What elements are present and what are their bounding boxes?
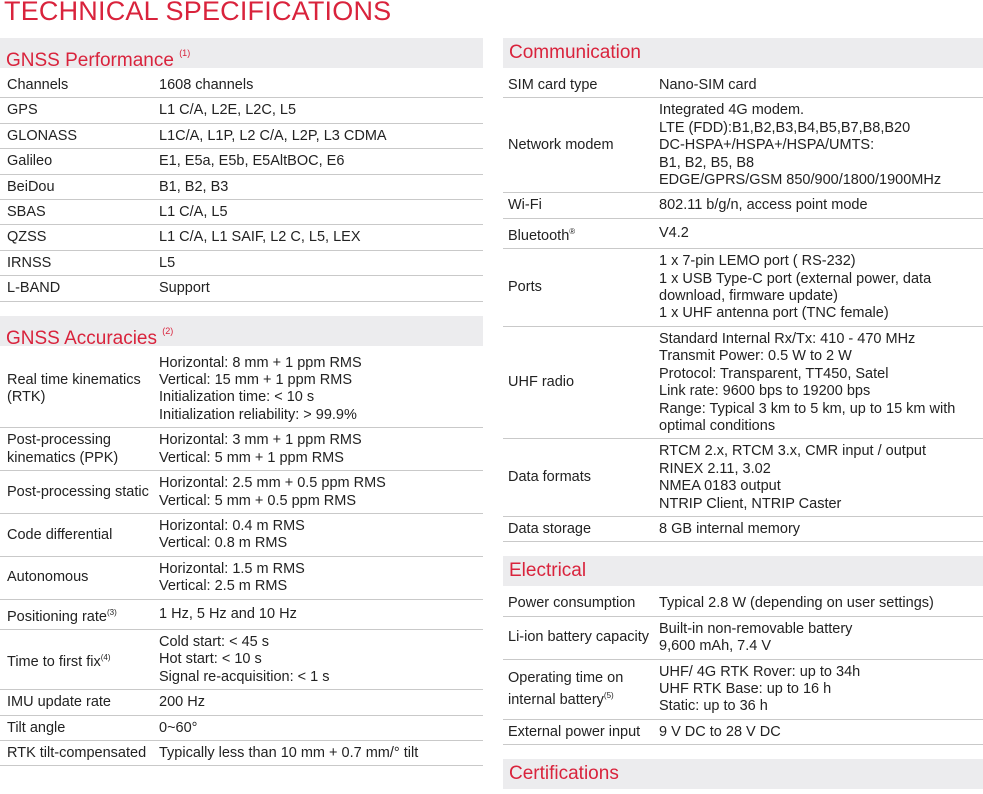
spec-label-text: Channels [7, 77, 69, 93]
spec-row-operating-time-on-internal-battery [503, 660, 983, 720]
spec-value: 0~60° [159, 719, 198, 736]
spec-row-post-processing-static [0, 471, 483, 514]
spec-label-text: Code differential [7, 526, 113, 543]
spec-value: 200 Hz [159, 694, 205, 711]
spec-label [0, 649, 159, 671]
spec-label [0, 604, 159, 626]
spec-label [503, 670, 659, 710]
spec-label [503, 197, 659, 214]
spec-value: Integrated 4G modem. LTE (FDD):B1,B2,B3,B4,B5,B7,B8,B20 DC-HSPA+/HSPA+/HSPA/UMTS: B1, B2, B5, B8 EDGE/GPRS/GSM 850/900/1800/1900MHz [659, 102, 942, 189]
right-column [503, 38, 983, 794]
spec-value: Cold start: < 45 s Hot start: < 10 s Signal re-acquisition: < 1 s [159, 633, 330, 685]
spec-value: L1 C/A, L5 [159, 204, 228, 221]
spec-label-text: Time to first fix [7, 653, 101, 670]
spec-value: Horizontal: 1.5 m RMS Vertical: 2.5 m RMS [159, 560, 305, 595]
spec-label-text: Ports [508, 279, 542, 296]
spec-label-text: GPS [7, 102, 38, 119]
section-heading-communication [503, 38, 983, 68]
page-title: TECHNICAL SPECIFICATIONS [4, 0, 392, 26]
section-heading-text: Communication [509, 42, 641, 63]
spec-row-network-modem [503, 98, 983, 193]
spec-value: Horizontal: 0.4 m RMS Vertical: 0.8 m RMS [159, 517, 305, 552]
spec-label-text: Post-processing static [7, 483, 149, 500]
spec-value: 1 Hz, 5 Hz and 10 Hz [159, 606, 297, 623]
spec-row-uhf-radio [503, 327, 983, 439]
spec-label-text: Wi-Fi [508, 197, 542, 214]
spec-label-text: IMU update rate [7, 694, 111, 711]
spec-row-gps [0, 98, 483, 123]
spec-row-power-consumption [503, 591, 983, 616]
spec-row-galileo [0, 149, 483, 174]
spec-label [503, 724, 659, 741]
section-heading-gnss-accuracies [0, 316, 483, 349]
spec-value: 1 x 7-pin LEMO port ( RS-232) 1 x USB Type-C port (external power, data download, firmware update) 1 x UHF antenna port (TNC female) [659, 253, 932, 322]
spec-row-positioning-rate [0, 600, 483, 630]
spec-value: L1 C/A, L1 SAIF, L2 C, L5, LEX [159, 229, 361, 246]
spec-label-text: Real time kinematics (RTK) [7, 372, 141, 406]
spec-value: L1C/A, L1P, L2 C/A, L2P, L3 CDMA [159, 127, 387, 144]
section-heading-text: Electrical [509, 560, 587, 582]
spec-label-text: IRNSS [7, 254, 52, 271]
spec-row-beidou [0, 175, 483, 200]
spec-value: Nano-SIM card [659, 77, 757, 93]
spec-row-real-time-kinematics-rtk [0, 351, 483, 429]
spec-label [0, 204, 159, 221]
spec-value: V4.2 [659, 225, 689, 242]
spec-label [0, 372, 159, 407]
spec-label-text: Li-ion battery capacity [508, 629, 650, 646]
spec-label-text: L-BAND [7, 280, 61, 297]
footnote-marker: ® [569, 226, 576, 236]
spec-value: 8 GB internal memory [659, 520, 801, 537]
spec-value: Horizontal: 8 mm + 1 ppm RMS Vertical: 15 mm + 1 ppm RMS Initialization time: < 10 s Initialization reliability: > 99.9% [159, 354, 362, 423]
footnote-marker: (1) [179, 48, 191, 58]
spec-value: UHF/ 4G RTK Rover: up to 34h UHF RTK Base: up to 16 h Static: up to 36 h [659, 663, 861, 715]
spec-value: 1608 channels [159, 77, 254, 93]
spec-label-text: BeiDou [7, 178, 55, 195]
section-gap [503, 542, 983, 556]
spec-label [0, 77, 159, 94]
spec-row-code-differential [0, 514, 483, 557]
spec-label-text: Data storage [508, 520, 592, 537]
spec-label-text: Power consumption [508, 595, 636, 612]
spec-label-text: Bluetooth [508, 227, 570, 244]
spec-value: Typical 2.8 W (depending on user settings) [659, 595, 934, 612]
spec-label [0, 484, 159, 501]
spec-value: B1, B2, B3 [159, 178, 229, 195]
spec-row-bluetooth [503, 219, 983, 249]
spec-value: Horizontal: 3 mm + 1 ppm RMS Vertical: 5 mm + 1 ppm RMS [159, 432, 362, 466]
section-heading-gnss-performance [0, 38, 483, 71]
spec-value: 802.11 b/g/n, access point mode [659, 197, 868, 214]
section-heading-text: GNSS Performance [6, 50, 174, 71]
spec-label-text: Tilt angle [7, 719, 66, 736]
spec-label [503, 137, 659, 154]
spec-label [503, 595, 659, 612]
spec-label-text: QZSS [7, 229, 47, 246]
left-column [0, 38, 483, 766]
spec-row-post-processing-kinematics-ppk [0, 428, 483, 471]
spec-value: Horizontal: 2.5 mm + 0.5 ppm RMS Vertical: 5 mm + 0.5 ppm RMS [159, 475, 386, 509]
footnote-marker: (5) [603, 691, 614, 701]
spec-row-data-formats [503, 439, 983, 517]
spec-row-wi-fi [503, 193, 983, 218]
spec-row-li-ion-battery-capacity [503, 617, 983, 660]
spec-label-text: GLONASS [7, 127, 78, 144]
spec-label-text: Data formats [508, 469, 591, 486]
spec-label [503, 521, 659, 538]
spec-row-time-to-first-fix [0, 630, 483, 690]
spec-label [0, 128, 159, 145]
spec-value: Support [159, 280, 210, 297]
spec-row-sim-card-type [503, 73, 983, 98]
spec-label [0, 153, 159, 170]
spec-label-text: UHF radio [508, 374, 575, 391]
spec-label [503, 374, 659, 391]
spec-value: Built-in non-removable battery 9,600 mAh, 7.4 V [659, 620, 853, 655]
spec-label [0, 102, 159, 119]
spec-row-ports [503, 249, 983, 327]
spec-row-external-power-input [503, 720, 983, 745]
footnote-marker: (3) [106, 607, 117, 617]
spec-label [503, 77, 659, 94]
spec-label [0, 432, 159, 467]
footnote-marker: (2) [162, 325, 174, 336]
spec-label [0, 569, 159, 586]
spec-value: Standard Internal Rx/Tx: 410 - 470 MHz Transmit Power: 0.5 W to 2 W Protocol: Transparent, TT450, Satel Link rate: 9600 bps to 19200 bps Range: Typical 3 km to 5 km, up to 15 km with optimal conditions [659, 330, 956, 434]
spec-row-autonomous [0, 557, 483, 600]
spec-label [0, 229, 159, 246]
spec-label-text: Autonomous [7, 569, 89, 586]
spec-value: RTCM 2.x, RTCM 3.x, CMR input / output RINEX 2.11, 3.02 NMEA 0183 output NTRIP Client, NTRIP Caster [659, 443, 926, 512]
spec-row-sbas [0, 200, 483, 225]
section-heading-electrical [503, 556, 983, 586]
spec-value: L5 [159, 254, 176, 271]
spec-row-data-storage [503, 517, 983, 542]
spec-row-l-band [0, 276, 483, 301]
section-gap [503, 745, 983, 759]
spec-label [503, 629, 659, 646]
footnote-marker: (4) [100, 652, 111, 662]
spec-label-text: Operating time on internal battery [508, 669, 624, 709]
spec-label [0, 280, 159, 297]
spec-value: 9 V DC to 28 V DC [659, 723, 781, 740]
spec-label-text: Galileo [7, 153, 53, 170]
spec-label [503, 223, 659, 245]
spec-label-text: Network modem [508, 137, 614, 154]
spec-label [0, 720, 159, 737]
spec-row-irnss [0, 251, 483, 276]
spec-row-channels [0, 73, 483, 98]
spec-row-qzss [0, 225, 483, 250]
spec-label-text: Positioning rate [7, 608, 107, 625]
spec-label-text: SIM card type [508, 77, 598, 93]
spec-label [0, 255, 159, 272]
section-heading-text: GNSS Accuracies [6, 327, 157, 349]
spec-row-imu-update-rate [0, 690, 483, 715]
spec-label-text: Post-processing kinematics (PPK) [7, 432, 119, 466]
spec-label-text: External power input [508, 723, 641, 740]
spec-label [0, 694, 159, 711]
spec-label-text: SBAS [7, 204, 46, 221]
spec-row-glonass [0, 124, 483, 149]
spec-label [0, 179, 159, 196]
spec-row-tilt-angle [0, 716, 483, 741]
spec-label [503, 279, 659, 296]
spec-label-text: RTK tilt-compensated [7, 744, 147, 761]
spec-value: Typically less than 10 mm + 0.7 mm/° tilt [159, 744, 419, 761]
section-gap [0, 302, 483, 316]
spec-label [503, 469, 659, 486]
section-heading-certifications [503, 759, 983, 789]
spec-value: E1, E5a, E5b, E5AltBOC, E6 [159, 153, 345, 170]
section-heading-text: Certifications [509, 763, 619, 785]
spec-label [0, 527, 159, 544]
spec-value: L1 C/A, L2E, L2C, L5 [159, 102, 297, 119]
